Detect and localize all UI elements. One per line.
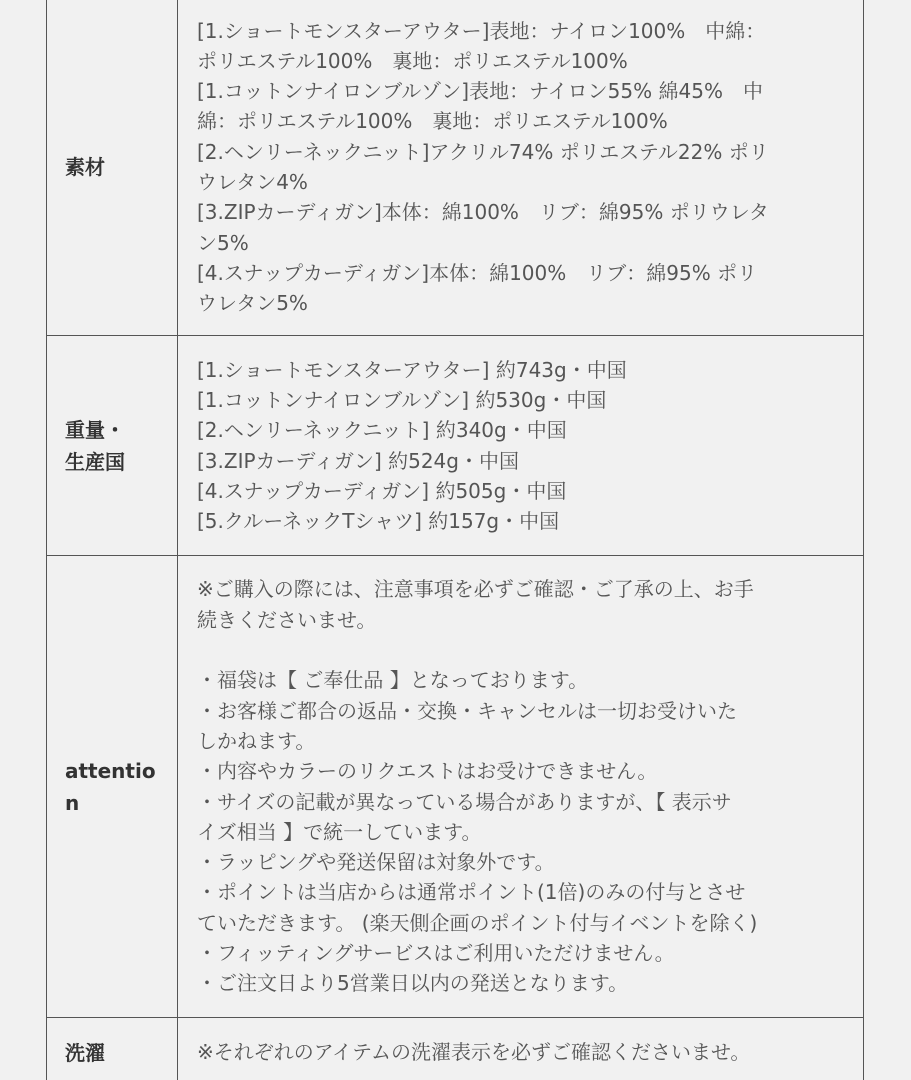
- spec-label-text: n: [65, 790, 80, 815]
- weight-line: [1.ショートモンスターアウター] 約743g・中国: [197, 357, 627, 382]
- material-line: [4.スナップカーディガン]本体：綿100% リブ：綿95% ポリ: [197, 260, 758, 285]
- spec-value-wash: [178, 1018, 864, 1080]
- weight-line: [5.クルーネックTシャツ] 約157g・中国: [197, 509, 560, 534]
- spec-row-weight-origin: [47, 336, 864, 556]
- attention-line: ・内容やカラーのリクエストはお受けできません。: [197, 759, 658, 784]
- spec-value-material: [178, 0, 864, 336]
- attention-line: ・フィッティングサービスはご利用いただけません。: [197, 940, 675, 965]
- spec-label-text: 生産国: [65, 449, 125, 474]
- attention-line: ていただきます。 (楽天側企画のポイント付与イベントを除く): [197, 910, 758, 935]
- material-line: 綿：ポリエステル100% 裏地：ポリエステル100%: [197, 109, 668, 134]
- spec-label-text: attentio: [65, 758, 156, 783]
- spec-value-weight-origin: [178, 336, 864, 556]
- attention-line: ・サイズの記載が異なっている場合がありますが、【 表示サ: [197, 789, 732, 814]
- attention-line: ・ポイントは当店からは通常ポイント(1倍)のみの付与とさせ: [197, 880, 746, 905]
- attention-intro-line: 続きくださいませ。: [197, 607, 377, 632]
- material-line: [2.ヘンリーネックニット]アクリル74% ポリエステル22% ポリ: [197, 139, 769, 164]
- material-line: ン5%: [197, 230, 249, 255]
- weight-line: [4.スナップカーディガン] 約505g・中国: [197, 478, 567, 503]
- material-line: ウレタン4%: [197, 170, 308, 194]
- wash-line: ※それぞれのアイテムの洗濯表示を必ずご確認くださいませ。: [197, 1040, 751, 1065]
- attention-spacer: [197, 635, 847, 665]
- spec-row-attention: [47, 556, 864, 1018]
- material-line: ウレタン5%: [197, 291, 308, 316]
- spec-label-weight-origin: [47, 336, 178, 556]
- spec-value-attention: [178, 556, 864, 1018]
- attention-line: ・ラッピングや発送保留は対象外です。: [197, 850, 555, 875]
- weight-line: [3.ZIPカーディガン] 約524g・中国: [197, 448, 519, 473]
- attention-line: ・ご注文日より5営業日以内の発送となります。: [197, 971, 629, 996]
- spec-label-attention: [47, 556, 178, 1018]
- attention-line: ・お客様ご都合の返品・交換・キャンセルは一切お受けいた: [197, 698, 737, 723]
- attention-line: しかねます。: [197, 728, 316, 753]
- product-spec-table: [46, 0, 864, 1080]
- material-line: [3.ZIPカーディガン]本体：綿100% リブ：綿95% ポリウレタ: [197, 200, 769, 225]
- spec-label-wash: [47, 1018, 178, 1080]
- spec-label-text: 洗濯: [65, 1040, 105, 1065]
- spec-row-wash: [47, 1018, 864, 1080]
- spec-label-text: 重量・: [65, 417, 125, 442]
- material-line: ポリエステル100% 裏地：ポリエステル100%: [197, 48, 628, 73]
- attention-line: ・福袋は【 ご奉仕品 】となっております。: [197, 668, 589, 693]
- weight-line: [1.コットンナイロンブルゾン] 約530g・中国: [197, 387, 607, 412]
- spec-row-material: [47, 0, 864, 336]
- spec-label-text: 素材: [65, 155, 105, 179]
- attention-line: イズ相当 】で統一しています。: [197, 819, 482, 844]
- attention-intro-line: ※ご購入の際には、注意事項を必ずご確認・ご了承の上、お手: [197, 577, 754, 602]
- material-line: [1.ショートモンスターアウター]表地：ナイロン100% 中綿：: [197, 18, 766, 43]
- spec-label-material: [47, 0, 178, 336]
- weight-line: [2.ヘンリーネックニット] 約340g・中国: [197, 418, 567, 443]
- material-line: [1.コットンナイロンブルゾン]表地：ナイロン55% 綿45% 中: [197, 79, 763, 104]
